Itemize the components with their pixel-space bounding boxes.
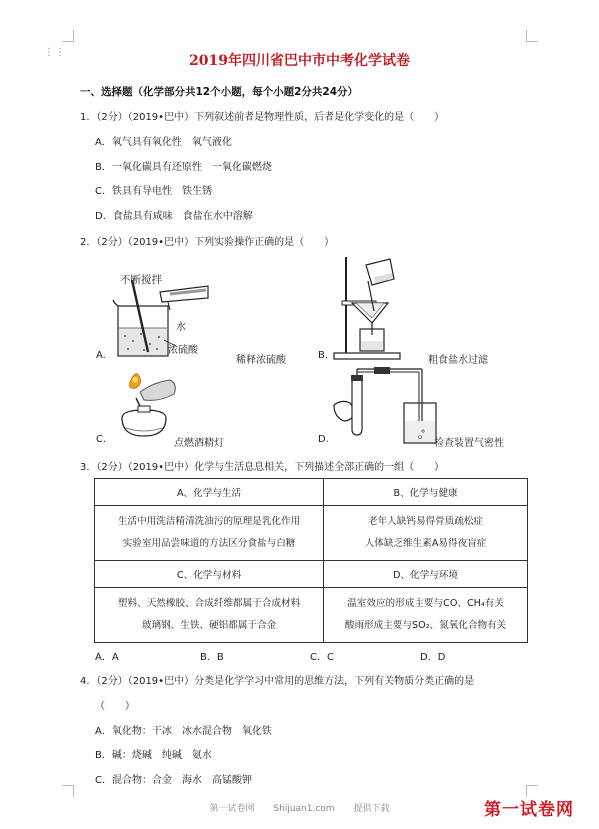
q2-b-caption: 粗食盐水过滤: [428, 355, 488, 366]
q2-c-caption: 点燃酒精灯: [174, 438, 224, 449]
table-cell-c-head: C、化学与材料: [95, 561, 324, 588]
q2-d-label: D.: [318, 434, 329, 445]
q2-b-label: B.: [318, 350, 329, 361]
q3-stem: 3．（2分）（2019•巴中）化学与生活息息相关，下列描述全部正确的一组（ ）: [80, 462, 445, 473]
table-line: 温室效应的形成主要与CO、CH₄有关: [347, 598, 504, 609]
acid-label: 浓硫酸: [168, 345, 198, 356]
q2-a-caption: 稀释浓硫酸: [236, 355, 286, 366]
q3-option-b: B．B: [200, 652, 224, 663]
table-line: 塑料、天然橡胶、合成纤维都属于合成材料: [117, 598, 301, 609]
table-cell-b-body: [324, 506, 528, 561]
stir-label: 不断搅拌: [120, 274, 162, 286]
site-logo: 第一试卷网: [484, 800, 574, 820]
q4-option-c: C．混合物：合金 海水 高锰酸钾: [95, 775, 252, 786]
q1-option-b: B．一氧化碳具有还原性 一氧化碳燃烧: [95, 162, 272, 173]
q4-option-a: A．氧化物：干冰 冰水混合物 氧化铁: [95, 726, 272, 737]
q1-option-c: C．铁具有导电性 铁生锈: [95, 186, 212, 197]
footer-right: 提供下载: [353, 804, 390, 814]
table-cell-a-head: A、化学与生活: [95, 479, 324, 506]
table-line: 人体缺乏维生素A易得夜盲症: [364, 538, 487, 549]
filtration-figure: [330, 255, 425, 363]
table-line: 玻璃钢、生铁、硬铝都属于合金: [141, 620, 277, 631]
table-line: 酸雨形成主要与SO₂、氮氧化合物有关: [344, 620, 507, 631]
q3-option-c: C．C: [310, 652, 334, 663]
q2-d-caption: 检查装置气密性: [434, 438, 504, 449]
airtightness-figure: [330, 365, 440, 447]
table-cell-d-head: D、化学与环境: [324, 561, 528, 588]
table-cell-a-body: [95, 506, 324, 561]
q1-option-a: A．氧气具有氧化性 氧气液化: [95, 137, 232, 148]
exam-title: 2019年四川省巴中市中考化学试卷: [189, 53, 410, 69]
q3-option-a: A．A: [95, 652, 119, 663]
section-heading: 一、选择题（化学部分共12个小题，每个小题2分共24分）: [80, 86, 359, 98]
table-cell-b-head: B、化学与健康: [324, 479, 528, 506]
q3-table: [94, 478, 528, 643]
q4-stem: 4．（2分）（2019•巴中）分类是化学学习中常用的思维方法，下列有关物质分类正确的是: [80, 676, 475, 687]
drag-handle-icon[interactable]: ⋮⋮: [44, 47, 66, 58]
q2-stem: 2．（2分）（2019•巴中）下列实验操作正确的是（ ）: [80, 237, 335, 248]
q2-a-label: A.: [96, 350, 106, 361]
footer-site[interactable]: Shijuan1.com: [273, 804, 335, 814]
q4-option-b: B．碱：烧碱 纯碱 氨水: [95, 750, 212, 761]
q3-option-d: D．D: [420, 652, 446, 663]
table-cell-d-body: [324, 588, 528, 643]
table-line: 实验室用品尝味道的方法区分食盐与白糖: [122, 538, 296, 549]
q1-option-d: D．食盐具有咸味 食盐在水中溶解: [95, 211, 253, 222]
q2-c-label: C.: [96, 434, 107, 445]
water-label: 水: [176, 322, 186, 333]
table-line: 老年人缺钙易得骨质疏松症: [368, 516, 484, 527]
page-corner-mark: [526, 30, 538, 42]
table-line: 生活中用洗洁精清洗油污的原理是乳化作用: [117, 516, 301, 527]
table-cell-c-body: [95, 588, 324, 643]
footer-left: 第一试卷网: [209, 804, 255, 814]
q1-stem: 1．（2分）（2019•巴中）下列叙述前者是物理性质，后者是化学变化的是（ ）: [80, 112, 445, 123]
page-corner-mark: [62, 30, 74, 42]
q4-paren: （ ）: [95, 701, 135, 712]
page-corner-mark: [62, 785, 74, 797]
